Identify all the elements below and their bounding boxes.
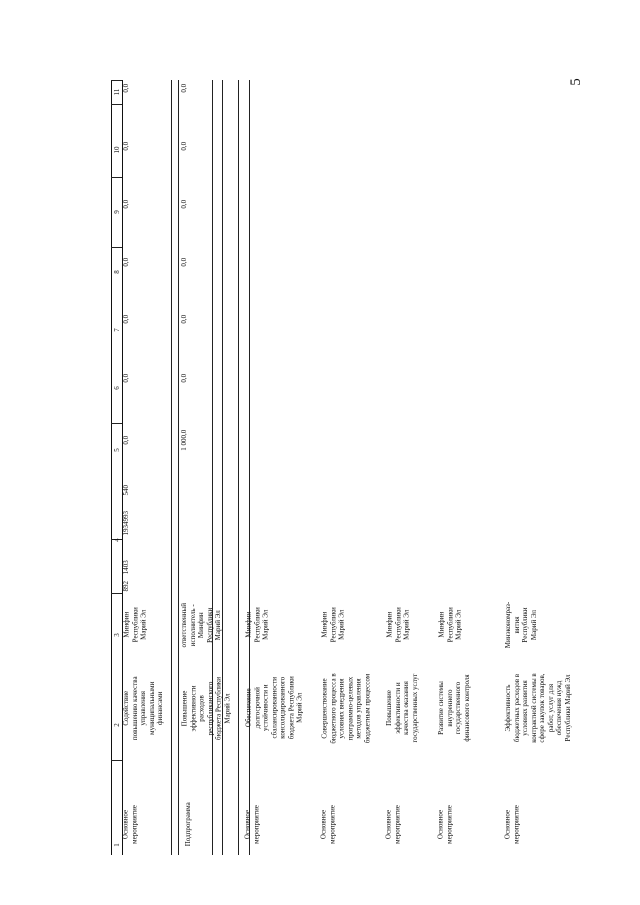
table-rule-0: [111, 80, 112, 855]
column-number-2: 2: [113, 723, 121, 727]
row-3-type: Основное мероприятие: [243, 804, 260, 844]
row-4-executor: Минфин Республики Марий Эл: [320, 607, 345, 643]
row-1-code-b: 1403: [121, 560, 130, 574]
row-2-value-7: 0,0: [179, 314, 188, 324]
header-separator-7: [111, 760, 122, 761]
row-5-executor: Минфин Республики Марий Эл: [385, 607, 410, 643]
row-7-type: Основное мероприятие: [503, 804, 520, 844]
row-2-name: Повышение эффективности расходов республиканского бюджета Республики Марий Эл: [180, 676, 231, 740]
row-1-value-9: 0,0: [121, 199, 130, 209]
row-2-value-9: 0,0: [179, 199, 188, 209]
row-1-value-6: 0,0: [121, 373, 130, 383]
table-rule-2: [171, 80, 172, 855]
row-5-type: Основное мероприятие: [384, 804, 401, 844]
column-number-3: 3: [113, 633, 121, 637]
column-number-1: 1: [113, 843, 121, 847]
table-rule-6: [238, 80, 239, 855]
header-separator-1: [111, 104, 122, 105]
row-1-value-5: 0,0: [121, 435, 130, 445]
header-separator-2: [111, 177, 122, 178]
column-number-4: 4: [113, 538, 121, 542]
row-1-executor: Минфин Республики Марий Эл: [122, 607, 147, 643]
row-2-type: Подпрограмма: [183, 801, 192, 847]
header-separator-4: [111, 423, 122, 424]
row-1-value-10: 0,0: [121, 141, 130, 151]
row-2-value-8: 0,0: [179, 257, 188, 267]
row-6-type: Основное мероприятие: [436, 804, 453, 844]
row-5-name: Повышение эффективности и качества оказания государственных услуг: [385, 673, 419, 743]
row-2-value-10: 0,0: [179, 141, 188, 151]
row-1-code-d: 540: [121, 484, 130, 496]
row-2-value-11: 0,0: [179, 83, 188, 93]
row-4-name: Совершенствование бюджетного процесса в условиях внедрения программно-целевых методов управления бюджетным процессом: [320, 672, 371, 744]
row-1-code-c: 1934993: [121, 510, 130, 536]
row-1-type: Основное мероприятие: [121, 804, 138, 844]
row-3-name: Обеспечение долгосрочной устойчивости и сбалансированности консолидированного бюджета Республики Марий Эл: [244, 676, 303, 740]
row-6-name: Развитие системы внутреннего государственного финансового контроля: [437, 674, 471, 742]
column-number-8: 8: [113, 270, 121, 274]
row-1-value-7: 0,0: [121, 314, 130, 324]
header-separator-6: [111, 593, 122, 594]
row-4-type: Основное мероприятие: [319, 804, 336, 844]
row-7-executor: Минэкономраз- вития Республики Марий Эл: [504, 601, 538, 649]
row-1-code-a: 892: [121, 580, 130, 592]
row-1-name: Содействие повышению качества управления муниципальными финансами: [122, 676, 164, 740]
row-2-value-6: 0,0: [179, 373, 188, 383]
column-number-5: 5: [113, 448, 121, 452]
row-2-value-5: 1 000,0: [179, 429, 188, 451]
row-1-value-11: 0,0: [121, 83, 130, 93]
column-number-7: 7: [113, 328, 121, 332]
page-number: 5: [568, 78, 584, 86]
column-number-11: 11: [113, 88, 121, 96]
row-7-name: Эффективность бюджетных расходов в условиях развития контрактной системы в сфере закупок товаров, работ, услуг для обеспечения нужд Республики Марий Эл: [504, 673, 572, 743]
header-separator-3: [111, 247, 122, 248]
header-separator-0: [111, 80, 122, 81]
row-1-value-8: 0,0: [121, 257, 130, 267]
row-2-executor: ответственный исполнитель - Минфин Республики Марий Эл: [180, 602, 222, 648]
row-3-executor: Минфин Республики Марий Эл: [244, 607, 269, 643]
column-number-6: 6: [113, 386, 121, 390]
row-6-executor: Минфин Республики Марий Эл: [437, 607, 462, 643]
column-number-9: 9: [113, 210, 121, 214]
column-number-10: 10: [113, 146, 121, 154]
